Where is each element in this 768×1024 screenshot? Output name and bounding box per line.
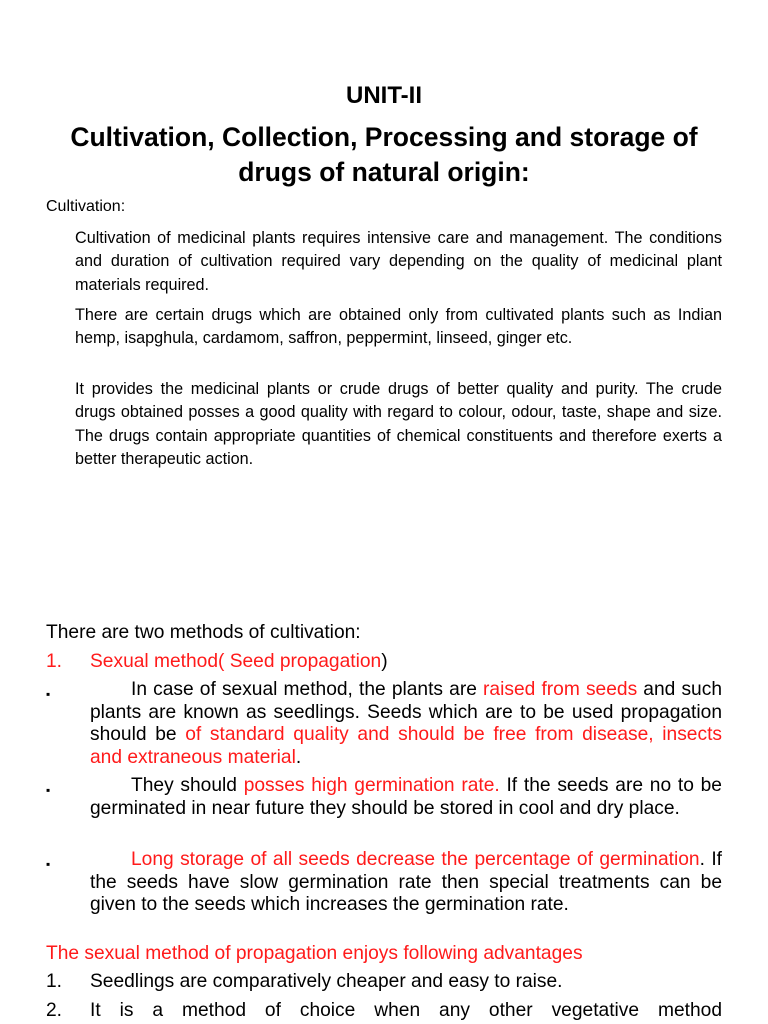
bullet-2-marker: ▪ bbox=[46, 783, 51, 797]
bullet-1-text-c: and such plants are known as seedlings. Seeds which are to be used propagation should be bbox=[90, 679, 722, 746]
bullet-1-text-b: raised from seeds bbox=[483, 679, 638, 700]
cultivation-paragraph-2: There are certain drugs which are obtained only from cultivated plants such as Indian hemp, isapghula, cardamom, saffron, peppermint, linseed, ginger etc. bbox=[75, 306, 722, 348]
bullet-3-text-a: Long storage of all seeds decrease the percentage of germination bbox=[131, 849, 700, 870]
methods-intro: There are two methods of cultivation: bbox=[46, 622, 361, 643]
bullet-1-text-e: . bbox=[295, 746, 302, 768]
bullet-item-3 bbox=[46, 849, 722, 917]
bullet-3-text-b: . If the seeds have slow germination rate then special treatments can be given to the seeds which increases the germination rate. bbox=[90, 849, 722, 916]
cultivation-paragraph-1: Cultivation of medicinal plants requires intensive care and management. The conditions and duration of cultivation required vary depending on the quality of medicinal plant materials required. bbox=[75, 229, 722, 294]
bullet-item-2 bbox=[46, 775, 722, 820]
method-item-1-number: 1. bbox=[46, 651, 63, 672]
advantage-2-number: 2. bbox=[46, 1000, 63, 1021]
bullet-1-text-d: of standard quality and should be free from disease, insects and extraneous material bbox=[90, 724, 723, 768]
advantages-heading: The sexual method of propagation enjoys following advantages bbox=[46, 943, 583, 964]
bullet-2-text-c: If the seeds are no to be germinated in near future they should be stored in cool and dry place. bbox=[90, 775, 722, 819]
advantage-1-text: Seedlings are comparatively cheaper and easy to raise. bbox=[90, 971, 563, 992]
page-title: Cultivation, Collection, Processing and storage of drugs of natural origin: bbox=[70, 122, 698, 187]
bullet-2-text-b: posses high germination rate. bbox=[243, 775, 500, 796]
bullet-1-marker: ▪ bbox=[46, 687, 51, 701]
advantage-1-number: 1. bbox=[46, 971, 63, 992]
unit-heading: UNIT-II bbox=[346, 82, 422, 109]
bullet-item-1 bbox=[46, 679, 722, 769]
method-item-1 bbox=[46, 651, 722, 674]
advantage-item-2 bbox=[46, 1000, 722, 1023]
advantage-2-text: It is a method of choice when any other vegetative method bbox=[90, 1000, 722, 1021]
advantage-item-1 bbox=[46, 971, 722, 994]
method-item-1-close: ) bbox=[381, 651, 388, 672]
cultivation-paragraph-3: It provides the medicinal plants or crude drugs of better quality and purity. The crude drugs obtained posses a good quality with regard to colour, odour, taste, shape and size. The drugs contain appropriate quantities of chemical constituents and therefore exerts a better therapeutic action. bbox=[75, 380, 722, 469]
bullet-2-text-a: They should bbox=[131, 775, 244, 796]
method-item-1-label: Sexual method( Seed propagation bbox=[90, 651, 382, 672]
bullet-3-marker: ▪ bbox=[46, 857, 51, 871]
cultivation-label: Cultivation: bbox=[46, 198, 126, 215]
bullet-1-text-a: In case of sexual method, the plants are bbox=[131, 679, 484, 700]
